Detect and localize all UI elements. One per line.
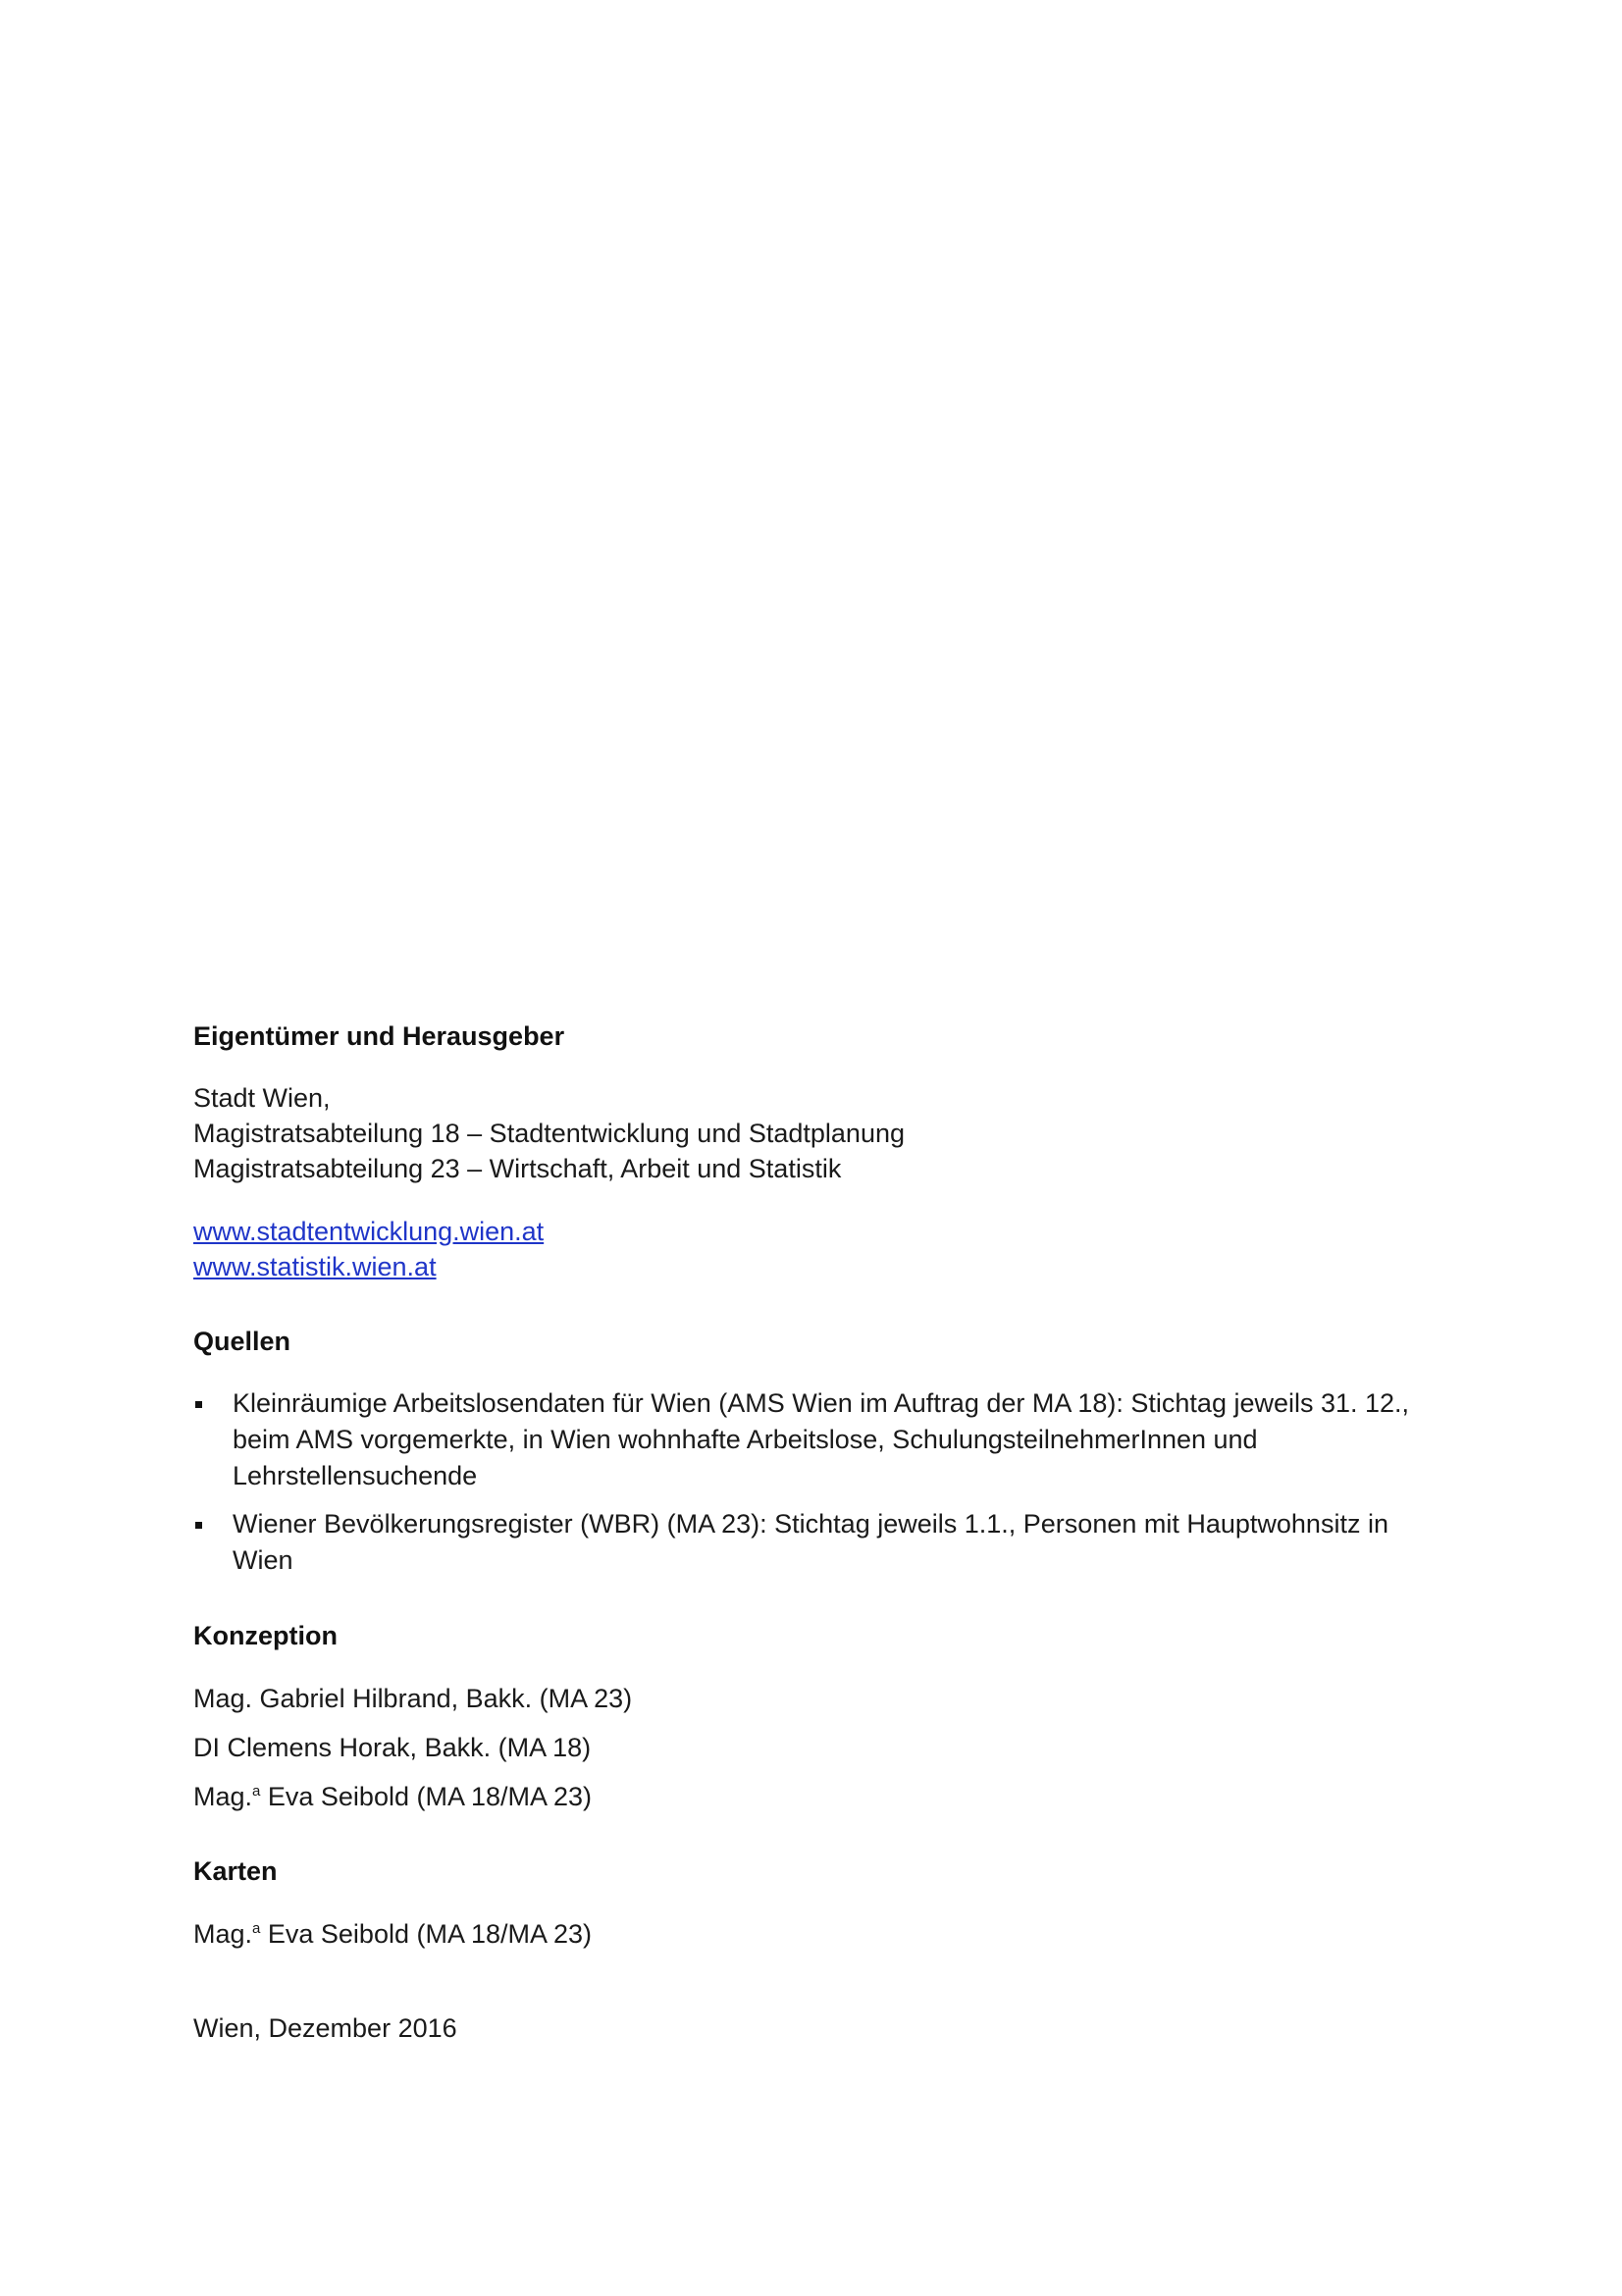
place-date: Wien, Dezember 2016 <box>193 2013 457 2043</box>
concept-person-seibold: Mag.$^a$ Eva Seibold (MA 18/MA 23) <box>193 1782 593 1811</box>
bullet-icon <box>195 1401 202 1408</box>
link-stadtentwicklung[interactable]: www.stadtentwicklung.wien.at <box>193 1217 545 1246</box>
publisher-line-city: Stadt Wien, <box>193 1083 331 1113</box>
source-item-wbr-text: Wiener Bevölkerungsregister (WBR) (MA 23): Stichtag jeweils 1.1., Personen mit Hauptwohnsitz in Wien <box>233 1509 1388 1575</box>
sources-list <box>193 1385 1430 1579</box>
concept-person-horak: DI Clemens Horak, Bakk. (MA 18) <box>193 1733 592 1762</box>
concept-person-hilbrand: Mag. Gabriel Hilbrand, Bakk. (MA 23) <box>193 1684 633 1713</box>
concept-heading: Konzeption <box>193 1621 338 1650</box>
publisher-line-ma18: Magistratsabteilung 18 – Stadtentwicklung und Stadtplanung <box>193 1119 905 1148</box>
publisher-line-ma23: Magistratsabteilung 23 – Wirtschaft, Arbeit und Statistik <box>193 1154 842 1183</box>
imprint-section <box>193 1018 1430 2046</box>
publisher-heading: Eigentümer und Herausgeber <box>193 1021 565 1051</box>
maps-people <box>193 1916 1430 1952</box>
bullet-icon <box>195 1522 202 1529</box>
source-item-ams-text: Kleinräumige Arbeitslosendaten für Wien (AMS Wien im Auftrag der MA 18): Stichtag jeweils 31. 12., beim AMS vorgemerkte, in Wien wohnhafte Arbeitslose, SchulungsteilnehmerInnen und Lehrstellensuchende <box>233 1388 1410 1490</box>
sources-heading: Quellen <box>193 1327 291 1356</box>
publisher-links <box>193 1214 1430 1284</box>
publisher-address <box>193 1080 1430 1186</box>
maps-person-seibold: Mag.$^a$ Eva Seibold (MA 18/MA 23) <box>193 1919 593 1949</box>
source-item-wbr <box>193 1506 1430 1579</box>
link-statistik[interactable]: www.statistik.wien.at <box>193 1252 437 1281</box>
source-item-ams <box>193 1385 1430 1494</box>
concept-people <box>193 1681 1430 1814</box>
maps-heading: Karten <box>193 1856 278 1886</box>
